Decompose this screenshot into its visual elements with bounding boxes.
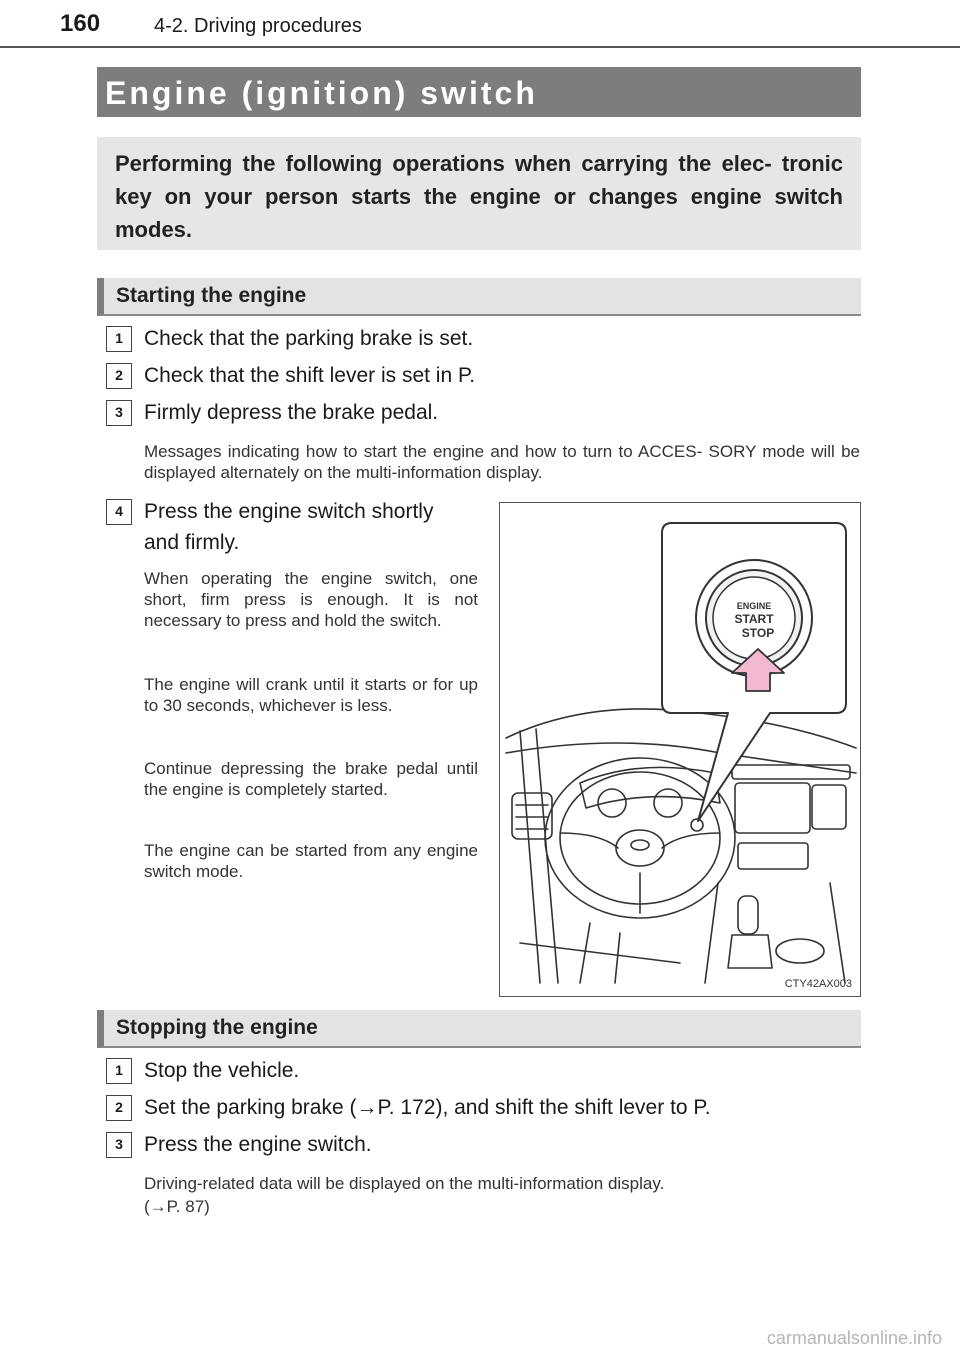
section-header: 4-2. Driving procedures [154,15,362,37]
starting-step-2-number: 2 [106,363,132,389]
starting-step-4-note-1: When operating the engine switch, one short, firm press is enough. It is not necessary to press and hold the switch. [144,569,478,630]
starting-step-3-text: Firmly depress the brake pedal. [144,401,439,424]
starting-step-2-text: Check that the shift lever is set in P. [144,364,476,387]
header-rule [0,46,960,48]
starting-step-1-text: Check that the parking brake is set. [144,327,474,350]
climate-panel [738,843,808,869]
dashboard-top-line [506,709,856,748]
steering-hub [616,830,664,866]
button-label-start: START [734,612,774,626]
stopping-step-3-note-line1: Driving-related data will be displayed on the multi-information display. [144,1174,665,1193]
starting-step-1-number: 1 [106,326,132,352]
starting-step-3-note: Messages indicating how to start the engine and how to turn to ACCES- SORY mode will be displayed alternately on the multi-information display. [144,442,860,482]
instrument-hood [580,767,720,808]
cup-holder [776,939,824,963]
stopping-step-2-number: 2 [106,1095,132,1121]
shift-gate [728,935,772,968]
stopping-heading-band [97,1010,861,1048]
button-label-engine: ENGINE [736,601,772,611]
button-label-stop: STOP [741,626,775,640]
intro-box [97,137,861,250]
intro-text: Performing the following operations when carrying the elec- tronic key on your person starts the engine or changes engine switch modes. [115,151,843,242]
stopping-step-3-note-line2: (→P. 87) [144,1197,210,1216]
stopping-step-3-number: 3 [106,1132,132,1158]
starting-step-3-number: 3 [106,400,132,426]
starting-heading: Starting the engine [116,284,307,307]
watermark: carmanualsonline.info [766,1328,942,1348]
title-band [97,67,861,117]
starting-step-4-text-line1: Press the engine switch shortly [144,500,434,523]
starting-step-4-note-3: Continue depressing the brake pedal until the engine is completely started. [144,759,478,799]
starting-step-4-number: 4 [106,499,132,525]
stopping-step-1-text: Stop the vehicle. [144,1059,300,1082]
stopping-step-1-number: 1 [106,1058,132,1084]
starting-step-4-text-line2: and firmly. [144,531,240,554]
starting-heading-band [97,278,861,316]
engine-switch-location [691,819,703,831]
starting-step-4-note-2: The engine will crank until it starts or for up to 30 seconds, whichever is less. [144,675,478,715]
engine-switch-illustration [499,502,861,997]
illustration-code: CTY42AX003 [784,978,852,990]
stopping-step-3-text: Press the engine switch. [144,1133,372,1156]
starting-step-4-note-4: The engine can be started from any engine switch mode. [144,841,478,881]
stopping-step-2-text: Set the parking brake (→P. 172), and shift the shift lever to P. [144,1096,711,1119]
page-title: Engine (ignition) switch [105,75,538,111]
stopping-heading: Stopping the engine [116,1016,318,1039]
shift-knob [738,896,758,934]
center-display [735,783,810,833]
page-number: 160 [60,10,101,37]
dashboard-drawing [500,503,861,997]
